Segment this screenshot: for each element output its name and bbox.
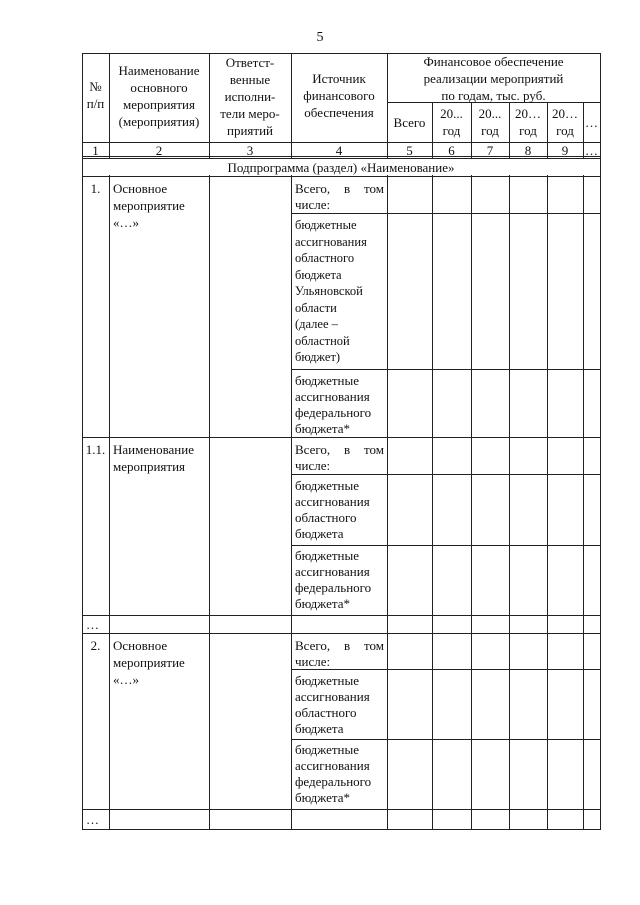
col-divider bbox=[547, 102, 548, 830]
row-divider bbox=[82, 633, 601, 634]
header-source: Источник финансового обеспечения bbox=[303, 71, 375, 120]
header-name: Наименование основного мероприятия (мероприятия) bbox=[118, 63, 200, 129]
header-year-2: 20... год bbox=[478, 106, 502, 138]
row-divider bbox=[291, 739, 601, 740]
row-1-1-number: 1.1. bbox=[85, 442, 106, 457]
col-divider bbox=[509, 102, 510, 830]
row-2-name: Основное мероприятие «…» bbox=[113, 638, 185, 687]
row-1-source-total-cont: числе: bbox=[295, 197, 331, 212]
row-divider bbox=[291, 474, 601, 475]
row-2-number: 2. bbox=[90, 638, 101, 653]
subprogram-title: Подпрограмма (раздел) «Наименование» bbox=[83, 159, 599, 175]
col-number-8: 8 bbox=[524, 143, 532, 158]
row-divider bbox=[291, 213, 601, 214]
header-more-years: … bbox=[585, 115, 598, 130]
row-1-number: 1. bbox=[90, 181, 101, 196]
col-number-4: 4 bbox=[335, 143, 343, 158]
row-divider bbox=[82, 809, 601, 810]
col-number-6: 6 bbox=[448, 143, 455, 158]
row-1-1-source-total: Всего, в том bbox=[295, 442, 384, 457]
row-1-name: Основное мероприятие «…» bbox=[113, 181, 185, 230]
row-divider bbox=[82, 437, 601, 438]
header-year-4: 20… год bbox=[552, 106, 578, 138]
header-year-1: 20... год bbox=[440, 106, 463, 138]
col-number-1: 1 bbox=[92, 143, 99, 158]
row-divider bbox=[82, 615, 601, 616]
col-divider bbox=[471, 102, 472, 830]
row-2-source-regional: бюджетные ассигнования областного бюджета bbox=[295, 673, 370, 736]
row-2-source-total-cont: числе: bbox=[295, 654, 331, 669]
header-responsible: Ответст- венные исполни- тели меро- приятий bbox=[220, 55, 280, 138]
header-total: Всего bbox=[393, 115, 426, 130]
financing-table bbox=[82, 53, 601, 830]
col-number-3: 3 bbox=[246, 143, 254, 158]
row-1-source-total: Всего, в том bbox=[295, 181, 384, 196]
header-finance: Финансовое обеспечение реализации мероприятий по годам, тыс. руб. bbox=[423, 54, 564, 103]
col-number-5: 5 bbox=[406, 143, 413, 158]
row-divider bbox=[82, 176, 601, 177]
row-1-1-source-regional: бюджетные ассигнования областного бюджета bbox=[295, 478, 370, 541]
col-number-more: … bbox=[585, 143, 598, 158]
col-divider bbox=[432, 102, 433, 830]
header-num: № п/п bbox=[86, 79, 105, 111]
row-1-1-name: Наименование мероприятия bbox=[113, 442, 194, 474]
ellipsis-row: … bbox=[86, 617, 99, 632]
row-1-1-source-federal: бюджетные ассигнования федерального бюджета* bbox=[295, 548, 372, 611]
col-number-7: 7 bbox=[486, 143, 494, 158]
col-divider bbox=[583, 102, 584, 830]
header-year-3: 20… год bbox=[515, 106, 541, 138]
col-number-9: 9 bbox=[561, 143, 569, 158]
table-border-right bbox=[600, 53, 601, 830]
row-divider bbox=[291, 369, 601, 370]
row-2-source-federal: бюджетные ассигнования федерального бюджета* bbox=[295, 742, 372, 805]
row-1-1-source-total-cont: числе: bbox=[295, 458, 331, 473]
page-number: 5 bbox=[316, 30, 324, 45]
col-number-2: 2 bbox=[155, 143, 163, 158]
row-1-source-federal: бюджетные ассигнования федерального бюджета* bbox=[295, 373, 372, 436]
row-divider bbox=[291, 545, 601, 546]
table-border-bottom bbox=[82, 829, 601, 830]
row-1-source-regional: бюджетные ассигнования областного бюджета Ульяновской области (далее – областной бюджет) bbox=[295, 218, 367, 364]
row-2-source-total: Всего, в том bbox=[295, 638, 384, 653]
ellipsis-row: … bbox=[86, 812, 99, 827]
